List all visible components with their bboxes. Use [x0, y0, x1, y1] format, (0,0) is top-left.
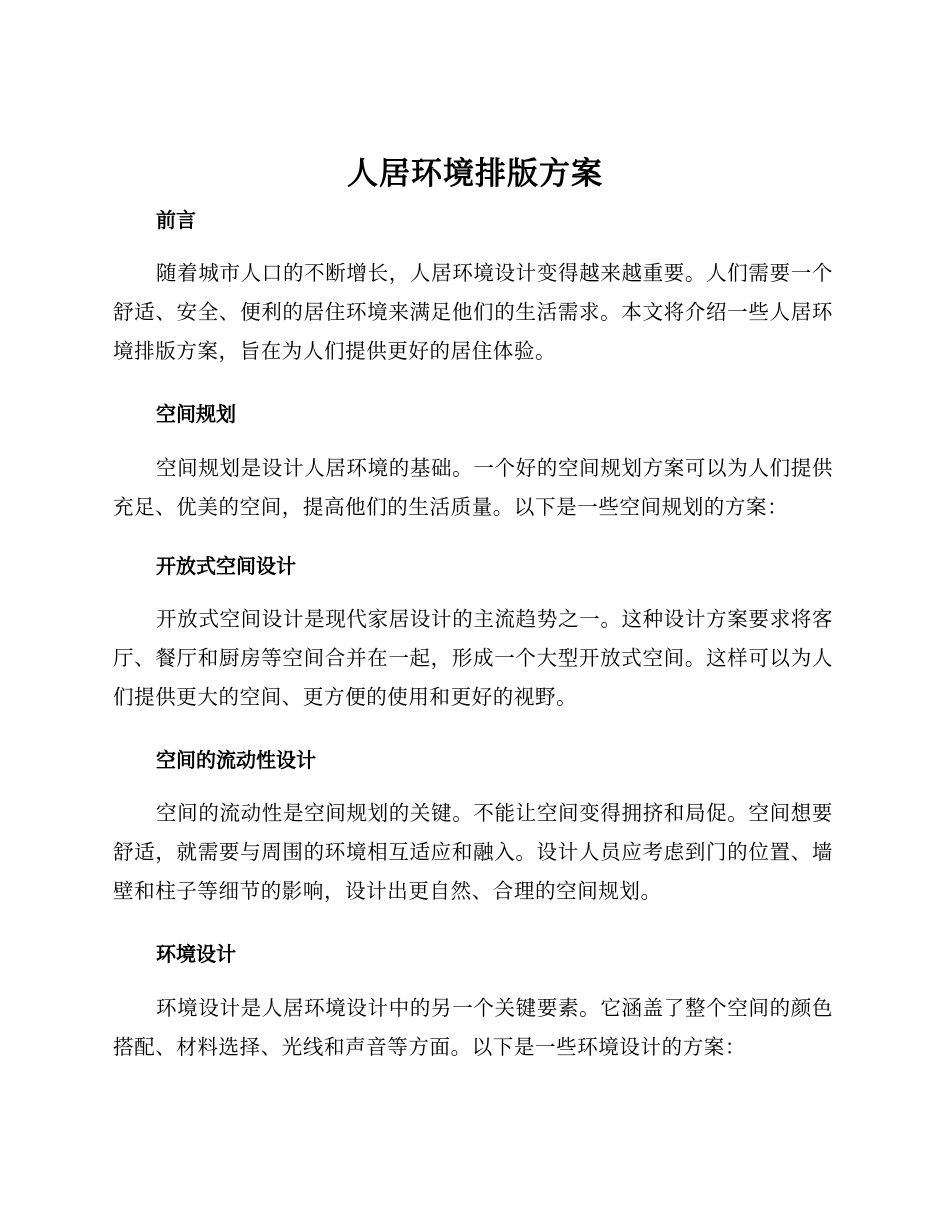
- section-paragraph-preface: 随着城市人口的不断增长，人居环境设计变得越来越重要。人们需要一个舒适、安全、便利的居住环境来满足他们的生活需求。本文将介绍一些人居环境排版方案，旨在为人们提供更好的居住体验。: [113, 261, 833, 363]
- section-heading-space-flow-design: 空间的流动性设计: [156, 748, 316, 772]
- section-heading-preface: 前言: [156, 208, 196, 232]
- section-paragraph-space-flow-design: 空间的流动性是空间规划的关键。不能让空间变得拥挤和局促。空间想要舒适，就需要与周围的环境相互适应和融入。设计人员应考虑到门的位置、墙壁和柱子等细节的影响，设计出更自然、合理的空间规划。: [113, 801, 833, 903]
- section-heading-environment-design: 环境设计: [156, 942, 236, 966]
- section-paragraph-environment-design: 环境设计是人居环境设计中的另一个关键要素。它涵盖了整个空间的颜色搭配、材料选择、光线和声音等方面。以下是一些环境设计的方案：: [113, 996, 833, 1059]
- document-title: 人居环境排版方案: [347, 156, 603, 192]
- section-paragraph-open-space-design: 开放式空间设计是现代家居设计的主流趋势之一。这种设计方案要求将客厅、餐厅和厨房等空间合并在一起，形成一个大型开放式空间。这样可以为人们提供更大的空间、更方便的使用和更好的视野。: [113, 607, 833, 709]
- section-heading-open-space-design: 开放式空间设计: [156, 554, 296, 578]
- section-paragraph-space-planning: 空间规划是设计人居环境的基础。一个好的空间规划方案可以为人们提供充足、优美的空间，提高他们的生活质量。以下是一些空间规划的方案：: [113, 456, 833, 519]
- section-heading-space-planning: 空间规划: [156, 402, 236, 426]
